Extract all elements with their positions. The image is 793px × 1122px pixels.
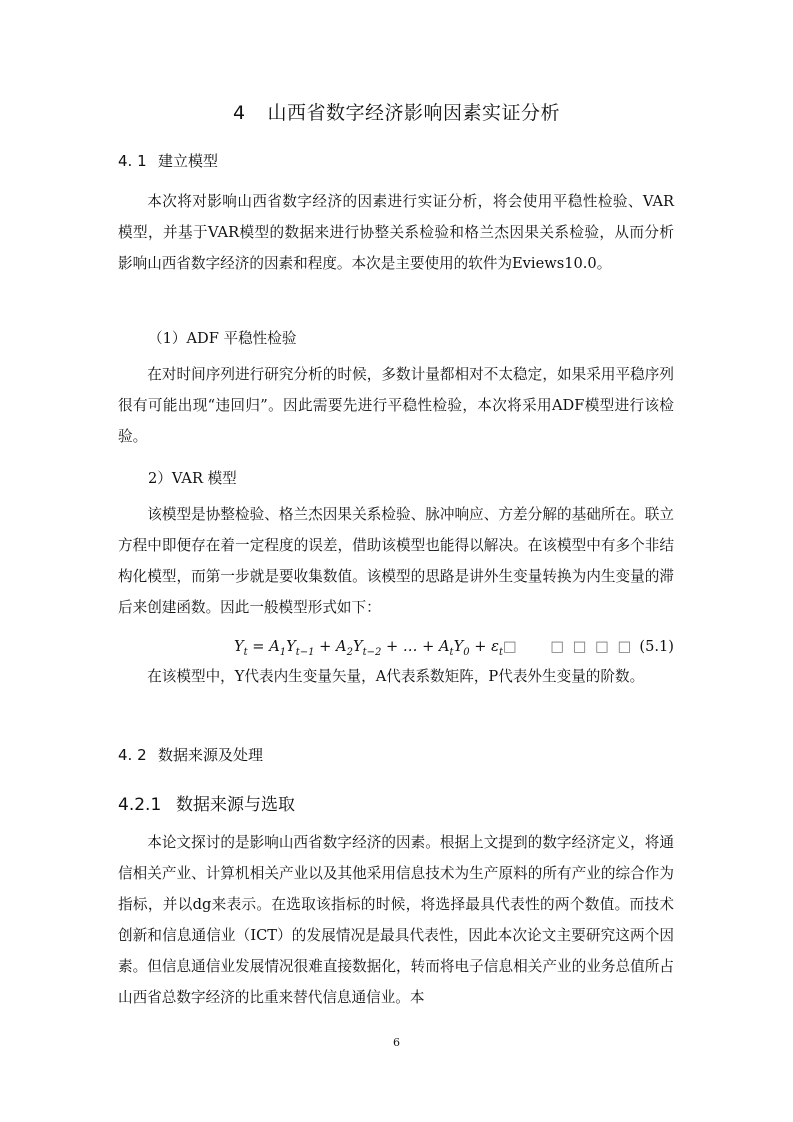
chapter-number: 4 xyxy=(232,102,246,124)
page-number: 6 xyxy=(393,1036,400,1049)
section-heading-4-1 xyxy=(118,150,218,171)
equation-placeholder-boxes: □ □ □ □ xyxy=(550,638,634,655)
section-heading-4-2 xyxy=(118,744,263,765)
subsection-title: 数据来源与选取 xyxy=(176,795,295,815)
section-number: 4. 1 xyxy=(118,152,147,170)
item-var: 2）VAR 模型 xyxy=(148,470,237,487)
section-number: 4. 2 xyxy=(118,746,147,764)
chapter-title-text: 山西省数字经济影响因素实证分析 xyxy=(267,102,561,124)
section-title: 数据来源及处理 xyxy=(158,746,264,764)
section-title: 建立模型 xyxy=(158,152,219,170)
paragraph-var: 该模型是协整检验、格兰杰因果关系检验、脉冲响应、方差分解的基础所在。联立方程中即便存在着一定程度的误差，借助该模型也能得以解决。在该模型中有多个非结构化模型，而第一步就是要收集数值。该模型的思路是讲外生变量转换为内生变量的滞后来创建函数。因此一般模型形式如下： xyxy=(118,506,674,616)
paragraph-adf: 在对时间序列进行研究分析的时候，多数计量都相对不太稳定，如果采用平稳序列很有可能出现“违回归”。因此需要先进行平稳性检验，本次将采用ADF模型进行该检验。 xyxy=(118,366,674,445)
paragraph-intro: 本次将对影响山西省数字经济的因素进行实证分析，将会使用平稳性检验、VAR模型，并基于VAR模型的数据来进行协整关系检验和格兰杰因果关系检验，从而分析影响山西省数字经济的因素和程度。本次是主要使用的软件为Eviews10.0。 xyxy=(118,193,674,272)
chapter-title xyxy=(0,98,793,125)
equation-number: □ □ □ □ (5.1) xyxy=(550,638,674,655)
paragraph-data-source: 本论文探讨的是影响山西省数字经济的因素。根据上文提到的数字经济定义，将通信相关产业、计算机相关产业以及其他采用信息技术为生产原料的所有产业的综合作为指标，并以dg来表示。在选取该指标的时候，将选择最具代表性的两个数值。而技术创新和信息通信业（ICT）的发展情况是最具代表性，因此本次论文主要研究这两个因素。但信息通信业发展情况很难直接数据化，转而将电子信息相关产业的业务总值所占山西省总数字经济的比重来替代信息通信业。本 xyxy=(118,834,674,1006)
item-adf: （1）ADF 平稳性检验 xyxy=(148,330,297,347)
paragraph-var-variables: 在该模型中，Y代表内生变量矢量，A代表系数矩阵，P代表外生变量的阶数。 xyxy=(147,668,645,685)
subsection-number: 4.2.1 xyxy=(118,795,162,815)
equation-5-1 xyxy=(118,638,674,662)
equation-expression: $Y_t = A_1Y_{t-1} + A_2Y_{t-2}$ + … + $A_tY_0$ + $\varepsilon_t□$ xyxy=(234,638,517,658)
subsection-heading-4-2-1 xyxy=(118,790,295,815)
